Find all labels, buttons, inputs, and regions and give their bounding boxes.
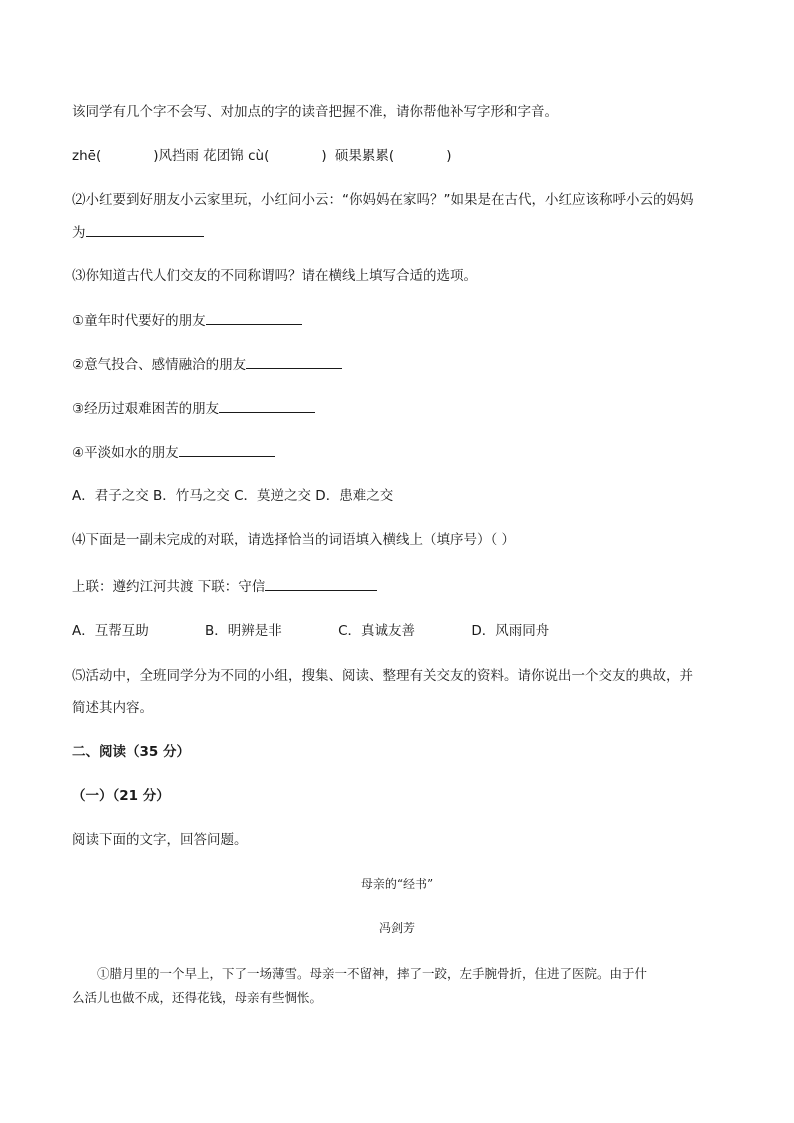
article-paragraph-1-line-1: ①腊月里的一个早上，下了一场薄雪。母亲一不留神，摔了一跤，左手腕骨折，住进了医院。由于什 <box>97 966 648 981</box>
q2-line1: ⑵小红要到好朋友小云家里玩，小红问小云：“你妈妈在家吗？”如果是在古代，小红应该称呼小云的妈妈 <box>72 192 694 208</box>
q3-item-4-blank[interactable] <box>179 442 275 457</box>
q4-couplet <box>72 576 377 597</box>
q4-options <box>72 621 549 641</box>
q5-line2: 简述其内容。 <box>72 700 153 716</box>
q4-option-c: C．真诚友善 <box>338 623 416 639</box>
q1-item-c-text: 硕果累累( <box>334 148 395 164</box>
q4-intro: ⑷下面是一副未完成的对联，请选择恰当的词语填入横线上（填序号）（ ） <box>72 532 516 548</box>
article-paragraph-1 <box>72 962 724 1010</box>
q1-items <box>72 146 451 166</box>
reading-instruction: 阅读下面的文字，回答问题。 <box>72 832 248 848</box>
q1-item-a-pinyin: zhē( <box>72 148 102 164</box>
q3-item-4 <box>72 442 275 463</box>
q3-item-3-blank[interactable] <box>219 398 315 413</box>
section-2-title: 二、阅读（35 分） <box>72 744 190 760</box>
subsection-1-title: （一）（21 分） <box>72 788 170 804</box>
q3-item-2 <box>72 354 342 375</box>
q4-option-d: D．风雨同舟 <box>471 623 550 639</box>
q5-line1: ⑸活动中，全班同学分为不同的小组，搜集、阅读、整理有关交友的资料。请你说出一个交友的典故，并 <box>72 668 693 684</box>
q2-line2 <box>72 222 204 243</box>
q3-item-3-label: ③经历过艰难困苦的朋友 <box>72 401 220 417</box>
article-paragraph-1-line-2: 么活儿也做不成，还得花钱，母亲有些惆怅。 <box>72 990 323 1005</box>
q1-item-a-text: )风挡雨 <box>153 148 199 164</box>
article-author: 冯剑芳 <box>378 921 415 935</box>
q1-instruction: 该同学有几个字不会写、对加点的字的读音把握不准，请你帮他补写字形和字音。 <box>72 104 558 120</box>
q3-intro: ⑶你知道古代人们交友的不同称谓吗？请在横线上填写合适的选项。 <box>72 268 477 284</box>
q3-options: A．君子之交 B．竹马之交 C．莫逆之交 D．患难之交 <box>72 488 394 504</box>
q3-item-3 <box>72 398 315 419</box>
q2-prefix: 为 <box>72 225 86 241</box>
q3-item-1-label: ①童年时代要好的朋友 <box>72 313 206 329</box>
q3-item-2-label: ②意气投合、感情融洽的朋友 <box>72 357 247 373</box>
q3-item-2-blank[interactable] <box>246 354 342 369</box>
article-title: 母亲的“经书” <box>360 877 434 891</box>
q1-item-b-close: ) <box>321 148 327 164</box>
q3-item-1-blank[interactable] <box>206 310 302 325</box>
q1-item-c-close: ) <box>446 148 452 164</box>
q3-item-1 <box>72 310 302 331</box>
q4-option-b: B．明辨是非 <box>205 623 282 639</box>
q2-answer-blank[interactable] <box>86 222 204 237</box>
q4-couplet-text: 上联：遵约江河共渡 下联：守信 <box>72 579 266 595</box>
q4-couplet-blank[interactable] <box>265 576 377 591</box>
q1-item-b-text: 花团锦 cù( <box>203 148 270 164</box>
q3-item-4-label: ④平淡如水的朋友 <box>72 445 179 461</box>
q4-option-a: A．互帮互助 <box>72 623 149 639</box>
